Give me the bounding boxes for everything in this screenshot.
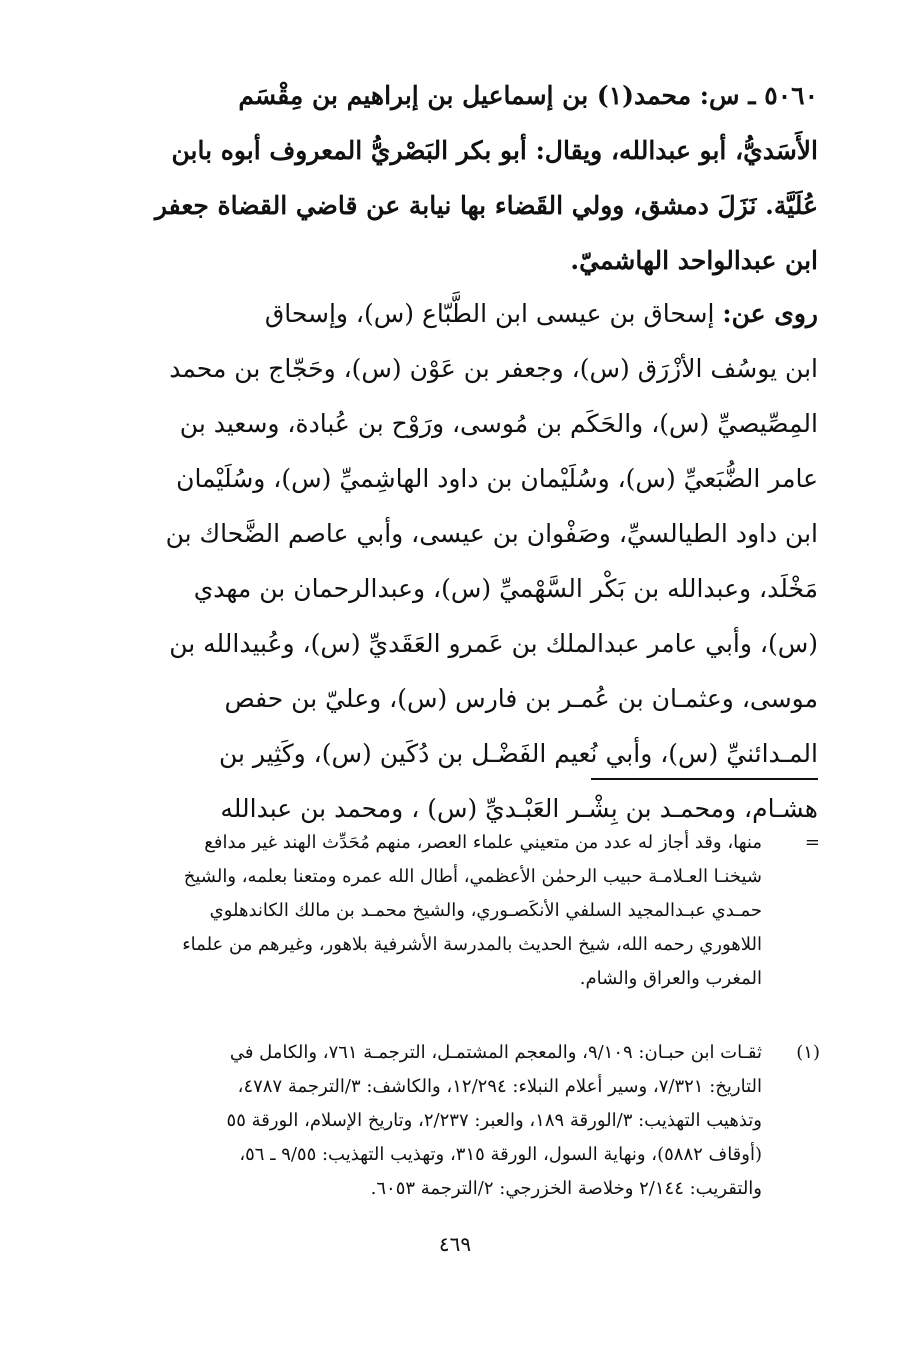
narrators-paragraph (118, 286, 818, 836)
narrators-first-line (118, 286, 818, 341)
narrator-line: موسى، وعثمـان بن عُمـر بن فارس (س)، وعليّ بن حفص (224, 684, 818, 713)
narrator-line: مَخْلَد، وعبدالله بن بَكْر السَّهْميِّ (س)، وعبدالرحمان بن مهدي (193, 574, 818, 603)
narrator-line: ابن يوسُف الأزْرَق (س)، وجعفر بن عَوْن (س)، وحَجّاج بن محمد (169, 354, 818, 383)
narrator-line: المـدائنيِّ (س)، وأبي نُعيم الفَضْـل بن دُكَين (س)، وكَثِير بن (218, 739, 818, 768)
footnote-line: والتقريب: ٢/١٤٤ وخلاصة الخزرجي: ٢/الترجمة ٦٠٥٣. (370, 1178, 762, 1199)
footnote-line: اللاهوري رحمه الله، شيخ الحديث بالمدرسة الأشرفية بلاهور، وغيرهم من علماء (182, 934, 762, 955)
footnote-separator (591, 778, 818, 780)
footnote-line: حمـدي عبـدالمجيد السلفي الأنكَصـوري، والشيخ محمـد بن مالك الكاندهلوي (209, 900, 762, 921)
narrator-line: عامر الضُّبَعيِّ (س)، وسُلَيْمان بن داود الهاشِميِّ (س)، وسُلَيْمان (176, 464, 818, 493)
footnote-line: ثقـات ابن حبـان: ٩/١٠٩، والمعجم المشتمـل، الترجمـة ٧٦١، والكامل في (229, 1042, 762, 1063)
footnote-1 (120, 1036, 820, 1206)
narrators-heading: روى عن: (722, 299, 818, 328)
footnote-line: (أوقاف ٥٨٨٢)، ونهاية السول، الورقة ٣١٥، وتهذيب التهذيب: ٩/٥٥ ـ ٥٦، (239, 1144, 762, 1165)
narrator-line: المِصِّيصيِّ (س)، والحَكَم بن مُوسى، ورَوْح بن عُبادة، وسعيد بن (179, 409, 818, 438)
footnote-marker: (١) (796, 1042, 820, 1063)
footnote-body (120, 826, 762, 996)
entry-line: ٥٠٦٠ ـ س: محمد(١) بن إسماعيل بن إبراهيم بن مِقْسَم (238, 81, 818, 110)
narrator-line: هشـام، ومحمـد بن بِشْـر العَبْـديِّ (س) ، ومحمد بن عبدالله (220, 794, 818, 823)
entry-line: عُلَيَّة. نَزَلَ دمشق، وولي القَضاء بها نيابة عن قاضي القضاة جعفر (154, 191, 818, 220)
page-number: ٤٦٩ (438, 1232, 472, 1256)
footnote-body (120, 1036, 762, 1206)
footnote-line: المغرب والعراق والشام. (579, 968, 762, 989)
footnote-continuation (120, 826, 820, 996)
biography-entry (118, 68, 818, 288)
entry-line: الأَسَديُّ، أبو عبدالله، ويقال: أبو بكر البَصْريُّ المعروف أبوه بابن (171, 136, 818, 165)
footnote-line: شيخنـا العـلامـة حبيب الرحمٰن الأعظمي، أطال الله عمره ومتعنا بعلمه، والشيخ (183, 866, 762, 887)
continuation-marker: = (804, 832, 820, 853)
footnote-line: التاريخ: ٧/٣٢١، وسير أعلام النبلاء: ١٢/٢٩٤، والكاشف: ٣/الترجمة ٤٧٨٧، (237, 1076, 762, 1097)
narrator-line: ابن داود الطيالسيِّ، وصَفْوان بن عيسى، وأبي عاصم الضَّحاك بن (165, 519, 818, 548)
entry-line: ابن عبدالواحد الهاشميّ. (570, 246, 818, 275)
narrator-line: (س)، وأبي عامر عبدالملك بن عَمرو العَقَديِّ (س)، وعُبيدالله بن (169, 629, 818, 658)
footnote-line: منها، وقد أجاز له عدد من متعيني علماء العصر، منهم مُحَدِّث الهند غير مدافع (204, 832, 762, 853)
narrator-line: إسحاق بن عيسى ابن الطَّبّاع (س)، وإسحاق (264, 299, 715, 328)
footnote-line: وتذهيب التهذيب: ٣/الورقة ١٨٩، والعبر: ٢/٢٣٧، وتاريخ الإسلام، الورقة ٥٥ (226, 1110, 762, 1131)
